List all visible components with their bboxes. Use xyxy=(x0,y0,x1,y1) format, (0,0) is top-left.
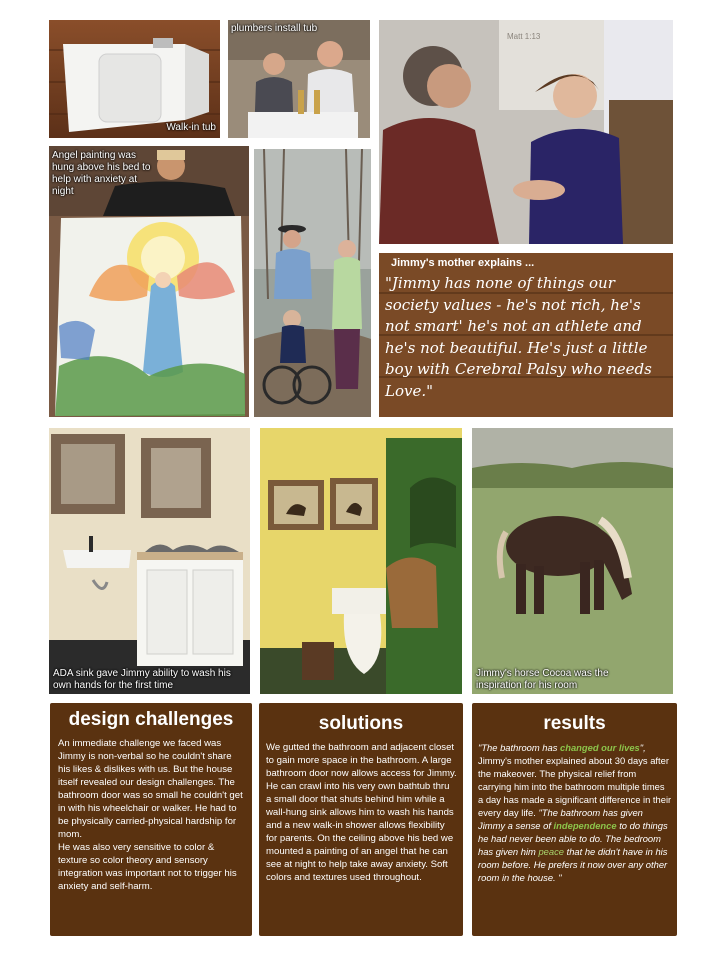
results-q2a: "The bathroom has given Jimmy a sense of xyxy=(478,807,643,831)
sink-photo xyxy=(49,428,250,694)
plumbers-photo xyxy=(228,20,370,138)
plumbers-caption: plumbers install tub xyxy=(231,23,318,34)
angel-painting-photo xyxy=(49,146,249,417)
results-highlight-lives: changed our lives xyxy=(560,742,640,753)
solutions-title: solutions xyxy=(318,713,404,734)
design-challenges-p2: He was also very sensitive to color & texture so color theory and sensory integration was important not to trigger his anxiety and self-harm. xyxy=(58,842,237,892)
results-q1-open: "The bathroom has xyxy=(478,742,561,753)
results-q2c: that he didn't have in his room before. He prefers it now over any other room in the house. " xyxy=(478,846,668,883)
results-plain: Jimmy's mother explained about 30 days after the makeover. The physical relief from carrying him into the bathroom multiple times a day has made a significant difference in their every day life. xyxy=(478,755,672,818)
solutions-p1: We gutted the bathroom and adjacent closet to gain more space in the bathroom. A large bathroom door now allows access for Jimmy. He can crawl into his very own bathtub thru a small door that shuts behind him while a wall-hung sink allows him to wash his hands and a new walk-in shower allows flexibility for parents. On the ceiling above his bed we mounted a painting of an angel that he can see at night to help take away anxiety. Soft colors and textures used throughout. xyxy=(266,742,457,883)
results-q2b: to do things he had never been able to do. The bedroom has given him xyxy=(478,820,668,857)
results-panel xyxy=(472,703,677,936)
angel-painting-caption: Angel painting was hung above his bed to help with anxiety at night xyxy=(52,150,151,197)
quote-board xyxy=(379,253,673,417)
wheelchair-photo xyxy=(254,149,371,417)
quote-text: "Jimmy has none of things our society values - he's not rich, he's not smart' he's not an athlete and he's not beautiful. He's just a little boy with Cerebral Palsy who needs Love." xyxy=(385,274,652,400)
results-q1-close: ", xyxy=(639,742,646,753)
wall-text: Matt 1:13 xyxy=(507,32,541,41)
bathroom-photo xyxy=(260,428,462,694)
horse-photo xyxy=(472,428,673,694)
results-highlight-peace: peace xyxy=(538,846,564,857)
quote-heading: Jimmy's mother explains ... xyxy=(391,257,535,269)
results-highlight-independence: independence xyxy=(553,820,617,831)
horse-caption: Jimmy's horse Cocoa was the inspiration for his room xyxy=(476,668,609,691)
results-text xyxy=(478,741,672,884)
walk-in-tub-caption: Walk-in tub xyxy=(166,122,216,133)
solutions-panel xyxy=(259,703,463,936)
walk-in-tub-photo xyxy=(49,20,220,138)
design-challenges-panel xyxy=(50,703,252,936)
sink-caption: ADA sink gave Jimmy ability to wash his own hands for the first time xyxy=(53,668,231,691)
design-challenges-p1: An immediate challenge we faced was Jimmy is non-verbal so he couldn't share his likes & dislikes with us. But the house itself revealed our design challenges. The bathroom door was so small he couldn't get in with his wheelchair or walker. He had to be physically carried-physical hardship for mom. xyxy=(58,738,243,840)
design-challenges-title: design challenges xyxy=(68,709,234,730)
mother-son-photo xyxy=(379,20,673,244)
results-title: results xyxy=(543,713,606,734)
